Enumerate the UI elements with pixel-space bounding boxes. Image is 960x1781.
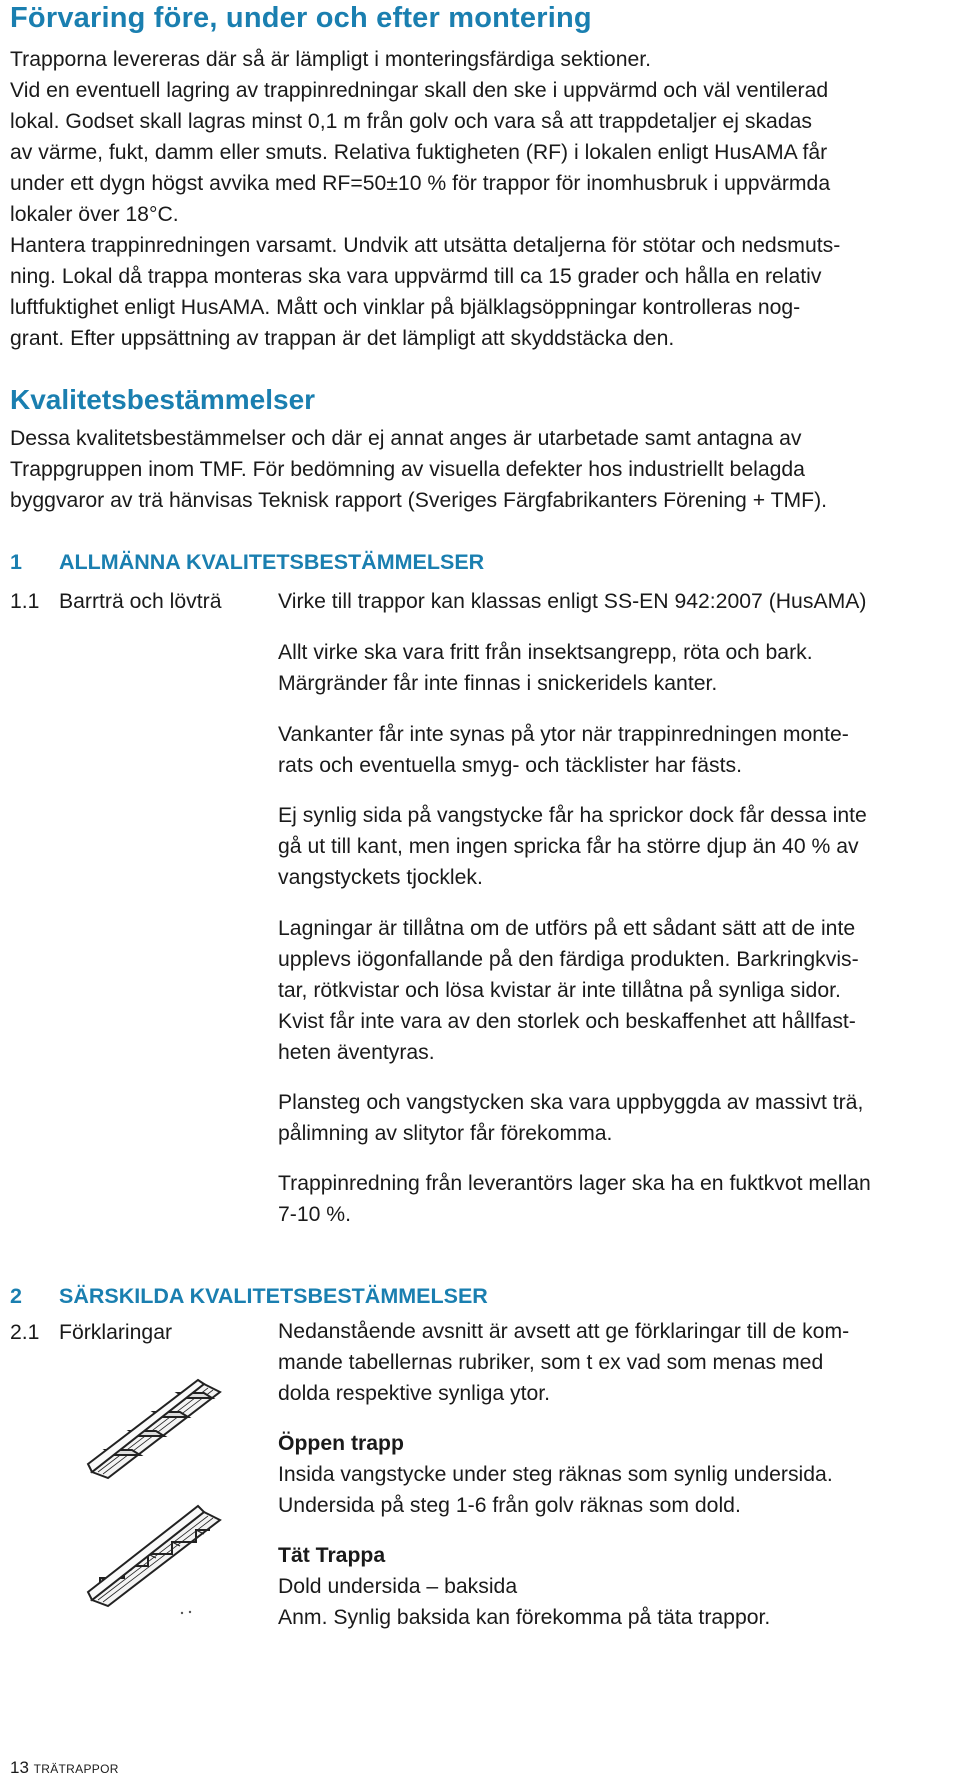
subsection-label: Förklaringar [59,1321,173,1344]
section-number: 2 [10,1284,22,1308]
text-line: Dold undersida – baksida [278,1575,518,1598]
text-line: mande tabellernas rubriker, som t ex vad som menas med [278,1351,824,1374]
text-line: Trapporna levereras där så är lämpligt i monteringsfärdiga sektioner. [10,48,652,71]
text-line: vangstyckets tjocklek. [278,866,483,889]
text-line: ning. Lokal då trappa monteras ska vara uppvärmd till ca 15 grader och hålla en relativ [10,265,822,288]
section-number: 1 [10,550,22,574]
text-line: Insida vangstycke under steg räknas som synlig undersida. [278,1463,833,1486]
text-line: lokaler över 18°C. [10,203,179,226]
text-line: lokal. Godset skall lagras minst 0,1 m från golv och vara så att trappdetaljer ej skadas [10,110,812,133]
closed-stair-block [278,1540,770,1633]
text-line: Nedanstående avsnitt är avsett att ge förklaringar till de kom- [278,1320,850,1343]
page-footer [10,1758,119,1778]
text-line: Vankanter får inte synas på ytor när trappinredningen monte- [278,723,849,746]
closed-stair-illustration [86,1500,226,1616]
rule-block [278,719,849,781]
text-line: grant. Efter uppsättning av trappan är det lämpligt att skyddstäcka den. [10,327,675,350]
text-line: Trappinredning från leverantörs lager ska ha en fuktkvot mellan [278,1172,871,1195]
text-line: under ett dygn högst avvika med RF=50±10 % för trappor för inomhusbruk i uppvärmda [10,172,831,195]
text-line: Trappgruppen inom TMF. För bedömning av visuella defekter hos industriellt belagda [10,458,805,481]
closed-stair-title: Tät Trappa [278,1544,386,1567]
quality-heading: Kvalitetsbestämmelser [10,384,316,415]
text-line: rats och eventuella smyg- och täcklister har fästs. [278,754,742,777]
rule-block [278,913,859,1068]
storage-paragraph [10,44,945,354]
text-line: gå ut till kant, men ingen spricka får ha större djup än 40 % av [278,835,859,858]
subsection-number: 2.1 [10,1321,40,1344]
open-stair-title: Öppen trapp [278,1432,404,1455]
subsection-first-line: Virke till trappor kan klassas enligt SS-EN 942:2007 (HusAMA) [278,590,867,613]
text-line: heten äventyras. [278,1041,435,1064]
text-line: Ej synlig sida på vangstycke får ha sprickor dock får dessa inte [278,804,867,827]
text-line: 7-10 %. [278,1203,352,1226]
section-2-heading [10,1284,488,1309]
text-line: tar, rötkvistar och lösa kvistar är inte tillåtna på synliga sidor. [278,979,841,1002]
text-line: Lagningar är tillåtna om de utförs på ett sådant sätt att de inte [278,917,856,940]
text-line: Vid en eventuell lagring av trappinredningar skall den ske i uppvärmd och väl ventilerad [10,79,829,102]
open-stair-block [278,1428,833,1521]
text-line: dolda respektive synliga ytor. [278,1382,551,1405]
subsection-number: 1.1 [10,590,40,613]
text-line: Kvist får inte vara av den storlek och beskaffenhet att hållfast- [278,1010,856,1033]
text-line: Märgränder får inte finnas i snickeridels kanter. [278,672,718,695]
text-line: Anm. Synlig baksida kan förekomma på täta trappor. [278,1606,771,1629]
open-stair-illustration [86,1376,226,1480]
page-number: 13 [10,1758,29,1777]
speck [189,1611,191,1613]
speck [181,1612,183,1614]
section-1-heading [10,550,484,575]
publication-name: TRÄTRAPPOR [33,1762,119,1776]
text-line: Allt virke ska vara fritt från insektsangrepp, röta och bark. [278,641,813,664]
section-title: ALLMÄNNA KVALITETSBESTÄMMELSER [59,550,485,574]
subsection-label: Barrträ och lövträ [59,590,222,613]
rule-block [278,1168,871,1230]
text-line: Dessa kvalitetsbestämmelser och där ej annat anges är utarbetade samt antagna av [10,427,802,450]
text-line: Hantera trappinredningen varsamt. Undvik att utsätta detaljerna för stötar och nedsmuts- [10,234,841,257]
text-line: upplevs iögonfallande på den färdiga produkten. Barkringkvis- [278,948,859,971]
text-line: luftfuktighet enligt HusAMA. Mått och vinklar på bjälklagsöppningar kontrolleras nog- [10,296,801,319]
text-line: pålimning av slitytor får förekomma. [278,1122,613,1145]
quality-paragraph [10,423,945,516]
section-title: SÄRSKILDA KVALITETSBESTÄMMELSER [59,1284,488,1308]
explanation-intro [278,1316,849,1409]
text-line: byggvaror av trä hänvisas Teknisk rapport (Sveriges Färgfabrikanters Förening + TMF). [10,489,828,512]
rule-block [278,800,867,893]
page-title: Förvaring före, under och efter montering [10,2,592,34]
text-line: Plansteg och vangstycken ska vara uppbyggda av massivt trä, [278,1091,864,1114]
text-line: Undersida på steg 1-6 från golv räknas som dold. [278,1494,741,1517]
rule-block [278,1087,863,1149]
rule-block [278,637,813,699]
text-line: av värme, fukt, damm eller smuts. Relativa fuktigheten (RF) i lokalen enligt HusAMA får [10,141,828,164]
